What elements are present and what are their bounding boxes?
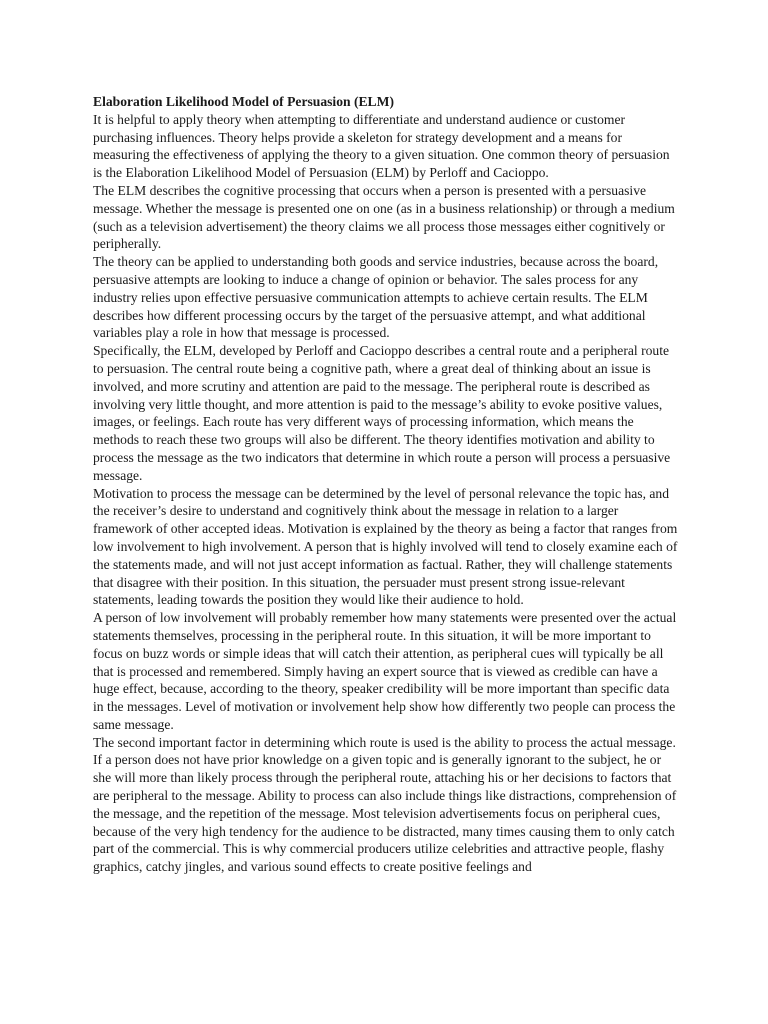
paragraph-industries: The theory can be applied to understanding both goods and service industries, because across the board, persuasive attempts are looking to induce a change of opinion or behavior. The sales process for any industry relies upon effective persuasive communication attempts to achieve certain results. The ELM describes how different processing occurs by the target of the persuasive attempt, and what additional variables play a role in how that message is processed. (93, 254, 659, 341)
paragraph-elm-description: The ELM describes the cognitive processing that occurs when a person is presented with a persuasive message. Whether the message is presented one on one (as in a business relationship) or through a medium (such as a television advertisement) the theory claims we all process those messages either cognitively or peripherally. (93, 182, 675, 252)
paragraph-low-involvement: A person of low involvement will probably remember how many statements were presented over the actual statements themselves, processing in the peripheral route. In this situation, it will be more important to focus on buzz words or simple ideas that will catch their attention, as peripheral cues will typically be all that is processed and remembered. Simply having an expert source that is viewed as credible can have a huge effect, because, according to the theory, speaker credibility will be more important than specific data in the messages. Level of motivation or involvement help show how differently two people can process the same message. (93, 610, 677, 732)
paragraph-motivation: Motivation to process the message can be determined by the level of personal relevance the topic has, and the receiver’s desire to understand and cognitively think about the message in relation to a larger framework of other accepted ideas. Motivation is explained by the theory as being a factor that ranges from low involvement to high involvement. A person that is highly involved will tend to closely examine each of the statements made, and will not just accept information as factual. Rather, they will challenge statements that disagree with their position. In this situation, the persuader must present strong issue-relevant statements, leading towards the position they would like their audience to hold. (93, 485, 678, 608)
paragraph-routes: Specifically, the ELM, developed by Perloff and Cacioppo describes a central route and a peripheral route to persuasion. The central route being a cognitive path, where a great deal of thinking about an issue is involved, and more scrutiny and attention are paid to the message. The peripheral route is described as involving very little thought, and more attention is paid to the message’s ability to evoke positive values, images, or feelings. Each route has very different ways of processing information, which means the methods to reach these two groups will also be different. The theory identifies motivation and ability to process the message as the two indicators that determine in which route a person will process a persuasive message. (93, 343, 671, 483)
paragraph-intro: It is helpful to apply theory when attempting to differentiate and understand audience or customer purchasing influences. Theory helps provide a skeleton for strategy development and a means for measuring the effectiveness of applying the theory to a given situation. One common theory of persuasion is the Elaboration Likelihood Model of Persuasion (ELM) by Perloff and Cacioppo. (93, 111, 670, 181)
paragraph-ability: The second important factor in determining which route is used is the ability to process the actual message. If a person does not have prior knowledge on a given topic and is generally ignorant to the subject, he or she will more than likely process through the peripheral route, attaching his or her decisions to factors that are peripheral to the message. Ability to process can also include things like distractions, comprehension of the message, and the repetition of the message. Most television advertisements focus on peripheral cues, because of the very high tendency for the audience to be distracted, many times causing them to only catch part of the commercial. This is why commercial producers utilize celebrities and attractive people, flashy graphics, catchy jingles, and various sound effects to create positive feelings and (93, 734, 677, 875)
document-page (93, 93, 678, 876)
document-title: Elaboration Likelihood Model of Persuasion (ELM) (93, 94, 394, 109)
